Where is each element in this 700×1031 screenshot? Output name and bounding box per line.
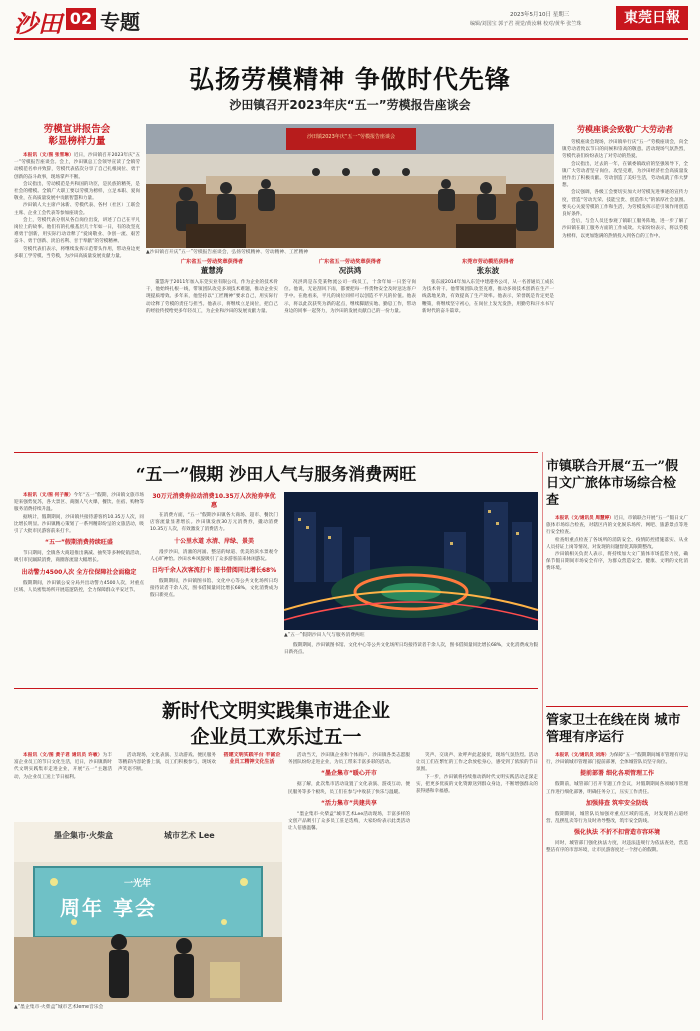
right-top-paragraph: 劳模座谈会现场，沙田镇举行庆“五一”劳模座谈会，向全镇劳动者致以节日的问候和崇高的敬意。活动现场气氛热烈，劳模代表们纷纷表达了对劳动的热爱。 [562,140,688,160]
speaker-card [422,258,554,446]
paper-logo: 東莞日報 [616,6,688,30]
right-bottom-body [546,752,688,1008]
speaker-card-name: 张东波 [476,266,500,275]
left-top-headline-1: 劳模宣讲报告会 [43,124,111,135]
speaker-card [284,258,416,446]
night-city-photo [284,492,538,630]
speaker-card-name: 况洪鸿 [338,266,362,275]
section3-paragraph: 为丰富企业员工的节日文化生活，近日，沙田镇新时代文明实践集市走进企业，开展“五一”主题活动，为企业员工送上节日福利。 [14,753,112,780]
section3-middle-body [288,752,410,1014]
right-bottom-subhead: 提前部署 细化各项管理工作 [579,770,655,778]
right-top-headline: 劳模座谈会致敬广大劳动者 [577,124,673,134]
column-divider [542,452,543,1020]
section2-left-column [14,492,144,682]
right-mid-body [546,515,688,679]
right-mid-paragraph: 检查组重点检查了各场所的消防安全、疫情防控措施落实、从业人员持证上岗等情况，对发现的问题督促其限期整改。 [546,537,688,550]
section2-paragraph: 假期期间，沙田镇图书馆、文化中心等公共文化场所日均接待读者千余人次，图书借阅量同比增长68%，文化消费成为假日新亮点。 [284,643,538,656]
section2-subhead: 出动警力4500人次 全方位保障社会面稳定 [21,568,137,576]
right-mid-paragraph: 沙田镇相关负责人表示，将持续加大文广旅体市场监管力度，确保节假日期间市场安全有序，为群众营造安全、健康、文明的文化消费环境。 [546,552,688,572]
main-meeting-photo [146,124,554,248]
section3-headline-1: 新时代文明实践集市进企业 [161,700,390,722]
concert-photo [14,822,282,1002]
section2-subhead: “五一”假期消费持续旺盛 [45,539,113,547]
section2-middle-column [150,492,278,682]
section3-paragraph: 笑声、交谈声、欢呼声此起彼伏，现场气氛热烈。活动让员工们在繁忙的工作之余放松身心，感受到了浓浓的节日氛围。 [416,753,538,773]
section-logo: 沙田 [14,9,62,38]
section3-paragraph: “墨企集市·火柴盒”城市艺术Lee活动现场，丰富多样的文创产品吸引了众多员工驻足选购，大家纷纷表示此类活动让人倍感温馨。 [288,811,410,832]
section3-headline-2: 企业员工欢乐过五一 [190,726,362,748]
section2-paragraph: 在消费方面，“五一”假期沙田镇各大商场、超市、餐饮门店客流量显著增长。沙田镇发放30万元消费券，撬动消费10.35万人次，有效激发了消费活力。 [150,513,278,533]
section2-paragraph: 假期期间，沙田镇公安分局共出动警力4500人次，对重点区域、人员密集场所开展巡逻防控，全力保障群众平安过节。 [14,580,144,593]
right-bottom-headline: 管家卫士在线在岗 城市管理有序运行 [546,713,681,745]
section2-paragraph: 节日期间，全镇各大商超推出满减、抽奖等多种促销活动，吸引市民踊跃消费，商圈客流量大幅增长。 [14,551,144,564]
concert-top-text-2: 城市艺术 Lee [164,831,215,840]
section3-subhead: “墨企集市”暖心开市 [321,770,377,778]
right-top-paragraph: 会议强调，各级工会要切实加大对劳模先进事迹的宣传力度，营造“劳动光荣、技能宝贵、创造伟大”的浓厚社会氛围。要关心关爱劳模的工作和生活，为劳模发挥示范引领作用创造良好条件。 [562,190,688,218]
section3-subhead: “活力集市”共建共享 [321,799,377,807]
right-mid-byline: 本报讯（文/通讯员 周慧婷） [555,516,614,521]
left-top-paragraph: 沙田镇人大主席卢泳新、劳模代表、各村（社区）工联会主席、企业工会代表等参加座谈会。 [14,203,140,216]
speaker-card [146,258,278,446]
section2-paragraph: 漫步沙田，清澈的河涌、整洁的绿道、优美的滨水景观令人心旷神怡。沙田水乡风貌吸引了众多游客前来休闲游玩。 [150,549,278,562]
right-bottom-subhead: 加强排查 筑牢安全防线 [585,799,649,807]
photo-banner-text: 沙田镇2023年庆“五一”劳模报告座谈会 [307,134,395,140]
section3-paragraph: 活动现场，文化表演、互动游戏、便民服务等精彩内容轮番上演，员工们积极参与，现场欢声笑语不断。 [118,753,216,773]
masthead-rule [14,38,688,40]
right-bottom-subhead: 强化执法 不折不扣营造市容环境 [573,829,661,837]
section3-photo-caption: ▲“墨企集市·火柴盒”城市艺术Ieme音乐会 [14,1005,104,1010]
left-top-byline: 本报讯（文/图 张雪琳） [23,153,74,158]
right-mid-paragraph: 近日，市镇联合开展“五一”假日文广旅体市场综合检查，对辖区内的文化娱乐场所、网吧、旅游景点等进行安全检查。 [546,516,688,536]
right-bottom-paragraph: 为保障“五一”假期期间城市管理有序运行，沙田镇城市管理部门提前部署，全体城管队员坚守岗位。 [546,753,688,766]
masthead [0,0,700,44]
page-number-badge: 02 [66,8,96,30]
right-mid-headline: 市镇联合开展“五一”假日文广旅体市场综合检查 [546,459,678,508]
right-top-article [562,124,688,446]
section2-photo-caption: ▲“五一”假期沙田人气与服务消费两旺 [284,633,365,638]
date-line: 2023年5月10日 星期三 [510,12,570,18]
section2-subhead: 十公里水道 水清、岸绿、景美 [173,537,255,545]
left-top-paragraph: 会议指出，劳动模范是共和国的功臣，是民族的精英，是社会的楷模。全镇广大职工要以劳模为榜样，立足本职、爱岗敬业，在高质量发展中贡献智慧和力量。 [14,181,140,202]
section2-paragraph: 今年“五一”假期，沙田镇文旅市场迎来强势复苏，各大景区、商圈人气火爆，餐饮、住宿、购物等服务消费持续升温。 [14,493,144,513]
section2-subhead: 30万元消费券拉动消费10.35万人次抢券享优惠 [152,493,276,509]
page-label: 专题 [100,10,140,34]
right-bottom-byline: 本报讯（文/通讯员 刘涛） [555,753,610,758]
concert-big-text: 周年 享会 [60,896,157,920]
banner-title: 弘扬劳模精神 争做时代先锋 [189,65,511,94]
section3-left-body-2 [118,752,216,820]
right-top-body [562,139,688,441]
concert-top-text: 墨企集市·火柴盒 [54,831,114,840]
speaker-card-text: 况洪鸿是东莞某物流公司一线员工，十余年如一日坚守岗位。他说，无论刮风下雨，都要把每一件货物安全及时送达客户手中。在他看来，平凡的岗位同样可以创造不平凡的价值。他表示，将以此次获奖为新的起点，继续脚踏实地、勤恳工作，带动身边的同事一起努力，为沙田的发展贡献自己的一份力量。 [284,280,416,314]
right-bottom-paragraph: 同时，城管部门强化执法力度，对违法违规行为依法查处，营造整洁有序的市容环境，让市民游客度过一个舒心的假期。 [546,841,688,854]
section2-paragraph: 假期期间，沙田镇图书馆、文化中心等公共文化场所日均接待读者千余人次，图书借阅量同比增长68%，文化消费成为假日新亮点。 [150,579,278,599]
speaker-card-title: 广东省五一劳动奖章获得者 [318,259,382,265]
section3-paragraph: 下一步，沙田镇将持续推动新时代文明实践活动走深走实，把更多优质的文化资源送到群众身边，不断增强群众的获得感和幸福感。 [416,774,538,795]
divider-mid [14,688,538,689]
section3-byline: 本报讯（文/图 黄子君 通讯员 许敏） [23,753,103,758]
banner-subtitle: 沙田镇召开2023年庆“五一”劳模报告座谈会 [229,98,471,112]
main-photo-caption: ▲沙田镇召开庆“五一”劳模报告座谈会，弘扬劳模精神、劳动精神、工匠精神 [146,250,309,255]
section2-paragraph: 据统计，假期期间，沙田镇共接待游客约10.35万人次，同比增长明显。沙田镇精心策划了一系列精彩纷呈的文旅活动，吸引了大批市民游客前来打卡。 [14,514,144,535]
section2-byline: 本报讯（文/图 何子薇） [23,493,74,498]
divider-top [14,452,538,453]
section2-middle-body [150,492,278,682]
section2-subhead: 日均千余人次客流打卡 图书借阅同比增长68% [151,567,277,575]
speaker-cards [146,258,554,446]
speaker-card-text: 张东波2014年加入东莞中建港务公司，从一名普通员工成长为技术骨干。他带领团队攻坚克难，推动多项技术创新在生产一线落地见效，有效提高了生产效率。他表示，荣誉既是肯定更是鞭策，将继续坚守初心，在岗位上发光发热，用勤劳和汗水书写新时代的奋斗篇章。 [422,280,554,314]
speaker-card-name: 董慧涛 [200,266,224,275]
left-top-paragraph: 劳模代表们表示，将继续发挥示范带头作用，带动身边更多职工学劳模、当劳模，为沙田高质量发展贡献力量。 [14,246,140,259]
editors-line: 编辑/刘国宝 郭子君 视觉/黄汝琳 校对/黄华 张竺珠 [470,21,582,27]
right-bottom-paragraph: 假期前，城管部门召开专题工作会议，对假期期间各项城市管理工作进行细化部署，明确任务分工，压实工作责任。 [546,782,688,795]
section3-left-body-3 [222,752,282,820]
right-bottom-article [546,706,688,1020]
right-bottom-paragraph: 假期期间，城管队员加强对重点区域的巡查，对发现的占道经营、乱摆乱卖等行为及时劝导整改，筑牢安全防线。 [546,811,688,825]
left-top-body [14,152,140,444]
right-top-paragraph: 会议指出，过去的一年，在镇委镇政府的坚强领导下，全镇广大劳动者坚守岗位、攻坚克难，为沙田经济社会高质量发展作出了积极贡献。劳动创造了美好生活，劳动成就了伟大梦想。 [562,161,688,189]
right-bottom-rule [546,706,688,707]
speaker-card-title: 广东省五一劳动奖章获得者 [180,259,244,265]
night-city-illustration [284,492,538,630]
speaker-card-text: 董慧涛于2011年加入东莞实业有限公司，作为企业的技术骨干，他始终扎根一线，带领团队攻克多项技术难题，推动企业实现提质增效。多年来，他坚持以“工匠精神”要求自己，用实际行动诠释了劳模的责任与担当。他表示，将继续立足岗位，把自己的经验传授给更多年轻员工，为企业和沙田的发展贡献力量。 [146,280,278,314]
speaker-card-title: 东莞市劳动模范获得者 [462,259,514,265]
concert-sub-text: 一光年 [124,879,152,889]
left-top-paragraph: 会上，劳模代表分别从各自岗位出发，讲述了自己在平凡岗位上的故事。他们有的扎根基层几十年如一日，有的攻坚克难勇于创新，用实际行动诠释了“爱岗敬业、争创一流、艰苦奋斗、勇于创新、淡泊名利、甘于奉献”的劳模精神。 [14,217,140,245]
left-top-headline-2: 彰显榜样力量 [48,136,106,147]
meeting-photo-illustration [146,124,554,248]
section3-paragraph: 据了解，此次集市活动设置了文化表演、游戏互动、便民服务等多个板块，员工们在参与中收获了快乐与温暖。 [288,782,410,795]
right-top-paragraph: 会后，与会人员还参观了镇职工服务阵地，进一步了解了沙田镇在职工服务方面的工作成效。大家纷纷表示，将以劳模为榜样，以更加饱满的热情投入到各自的工作中。 [562,219,688,239]
right-mid-article [546,458,688,702]
section2-headline: “五一”假期 沙田人气与服务消费两旺 [135,465,417,485]
section3-paragraph: 活动当天，沙田镇企业和个体商户、沙田镇各类志愿服务团队纷纷走进企业，为员工带来丰富多彩的活动。 [288,753,410,766]
section2-left-body [14,492,144,682]
left-top-article [14,124,140,446]
left-top-paragraph: 近日，沙田镇召开2023年庆“五一”劳模报告座谈会。会上，沙田镇总工会领导宣读了全镇劳动模范名单并致辞，劳模代表依次分享了自己扎根岗位、勇于创新的奋斗故事，现场掌声不断。 [14,153,140,180]
section3-subhead: 搭建文明实践平台 丰富企业员工精神文化生活 [223,752,281,765]
section3-left-body [14,752,112,820]
section3-right-body [416,752,538,1014]
section2-photo-bottom-text [284,642,538,682]
